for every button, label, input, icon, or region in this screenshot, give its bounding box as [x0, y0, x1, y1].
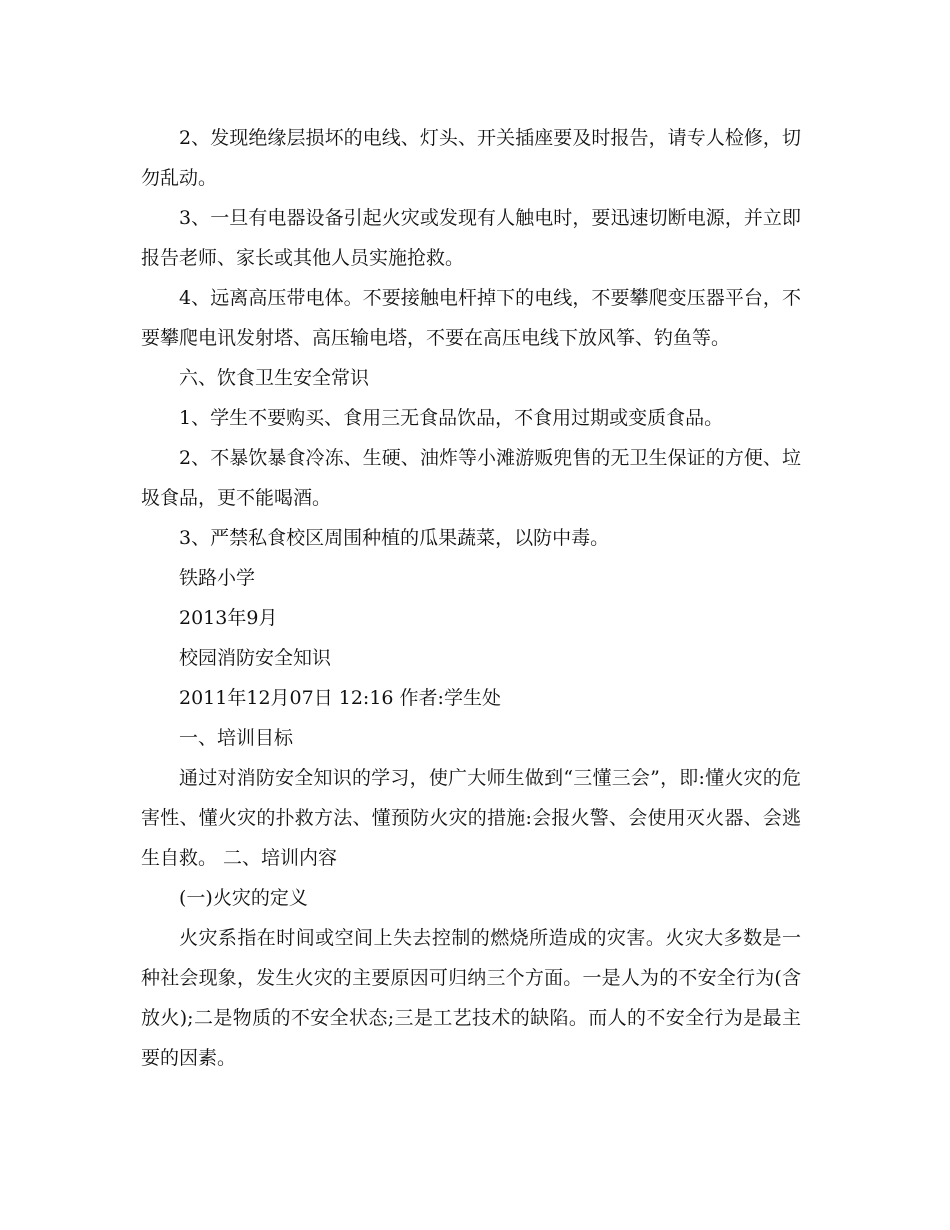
paragraph-food-item-3: 3、严禁私食校区周围种植的瓜果蔬菜，以防中毒。: [179, 527, 610, 549]
signature-school: 铁路小学: [179, 567, 256, 589]
article-title: 校园消防安全知识: [179, 647, 332, 669]
article-meta: 2011年12月07日 12:16 作者:学生处: [179, 687, 501, 709]
paragraph-electric-item-3: 3、一旦有电器设备引起火灾或发现有人触电时，要迅速切断电源，并立即报告老师、家长或其他人员实施抢救。: [141, 207, 801, 269]
paragraph-electric-item-4: 4、远离高压带电体。不要接触电杆掉下的电线，不要攀爬变压器平台，不要攀爬电讯发射塔、高压输电塔，不要在高压电线下放风筝、钓鱼等。: [141, 287, 801, 349]
signature-date: 2013年9月: [179, 607, 278, 629]
paragraph-electric-item-2: 2、发现绝缘层损坏的电线、灯头、开关插座要及时报告，请专人检修，切勿乱动。: [141, 127, 801, 189]
paragraph-training-goal: 通过对消防安全知识的学习，使广大师生做到“三懂三会”，即:懂火灾的危害性、懂火灾的扑救方法、懂预防火灾的措施:会报火警、会使用灭火器、会逃生自救。 二、培训内容: [141, 767, 801, 869]
paragraph-food-item-1: 1、学生不要购买、食用三无食品饮品，不食用过期或变质食品。: [179, 407, 724, 429]
paragraph-fire-definition: 火灾系指在时间或空间上失去控制的燃烧所造成的灾害。火灾大多数是一种社会现象，发生火灾的主要原因可归纳三个方面。一是人为的不安全行为(含放火);二是物质的不安全状态;三是工艺技术的缺陷。而人的不安全行为是最主要的因素。: [141, 927, 801, 1069]
document-body: [141, 118, 801, 1078]
section-heading-training-goal: 一、培训目标: [179, 727, 294, 749]
subsection-heading-fire-definition: (一)火灾的定义: [179, 887, 308, 909]
section-heading-food-safety: 六、饮食卫生安全常识: [179, 367, 370, 389]
paragraph-food-item-2: 2、不暴饮暴食冷冻、生硬、油炸等小滩游贩兜售的无卫生保证的方便、垃圾食品，更不能喝酒。: [141, 447, 801, 509]
